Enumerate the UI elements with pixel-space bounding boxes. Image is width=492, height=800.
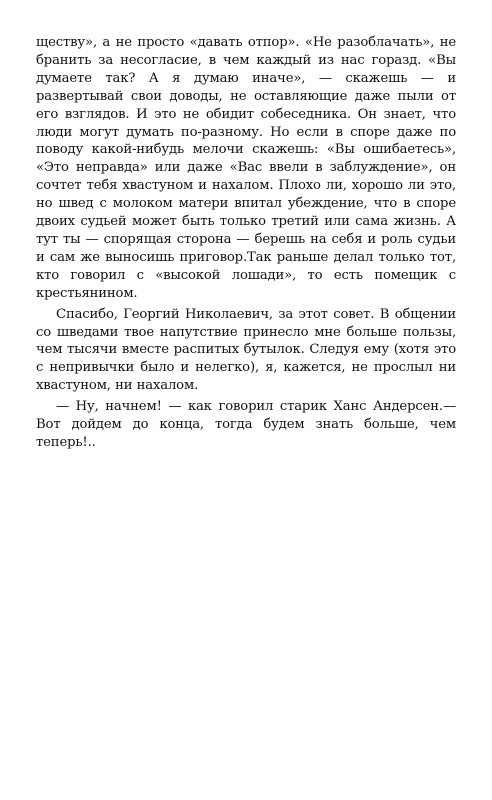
paragraph-2: Спасибо, Георгий Николаевич, за этот совет. В общении со шведами твое напутствие принесло мне больше пользы, чем тысячи вместе распитых бутылок. Следуя ему (хотя это с непривычки было и нелегко), я, кажется, не прослыл ни хвастуном, ни нахалом. [36,306,456,394]
paragraph-3: — Ну, начнем! — как говорил старик Ханс Андерсен.— Вот дойдем до конца, тогда будем знать больше, чем теперь!.. [36,399,456,450]
paragraph-1: ществу», а не просто «давать отпор». «Не разоблачать», не бранить за несогласие, в чем каждый из нас горазд. «Вы думаете так? А я думаю иначе», — скажешь — и развертывай свои доводы, не оставляющие даже пыли от его взглядов. И это не обидит собеседника. Он знает, что люди могут думать по-разному. Но если в споре даже по поводу какой-нибудь мелочи скажешь: «Вы ошибаетесь», «Это неправда» или даже «Вас ввели в заблуждение», он сочтет тебя хвастуном и нахалом. Плохо ли, хорошо ли это, но швед с молоком матери впитал убеждение, что в споре двоих судьей может быть только третий или сама жизнь. А тут ты — спорящая сторона — берешь на себя и роль судьи и сам же выносишь приговор.Так раньше делал только тот, кто говорил с «высокой лошади», то есть помещик с крестьянином. [36,35,456,301]
book-page [36,34,456,452]
